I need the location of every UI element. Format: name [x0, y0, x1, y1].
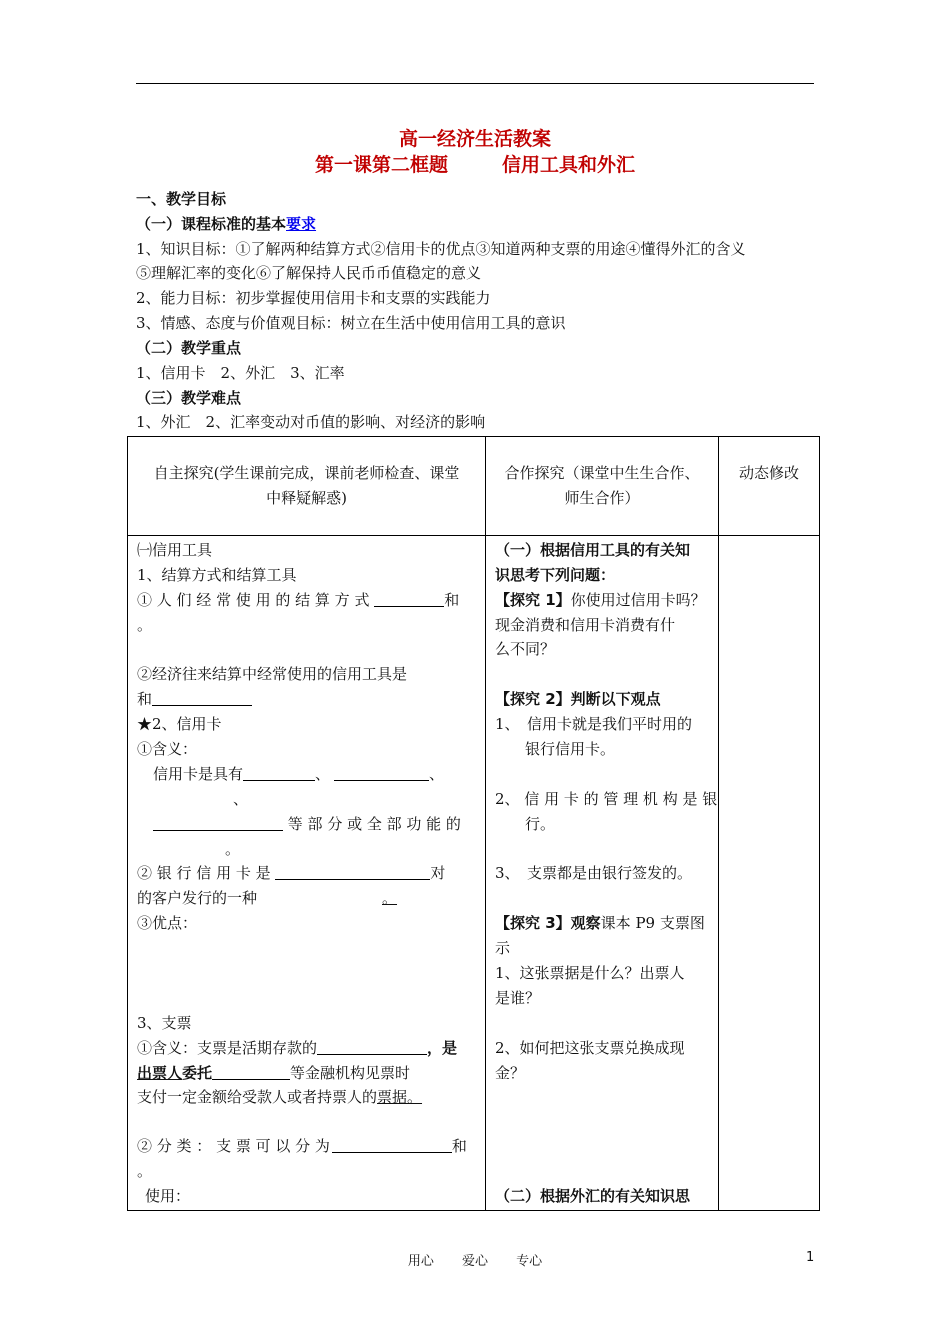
table-text-part: 信用卡是具有 [153, 765, 244, 783]
table-text-part: ①含义：支票是活期存款的 [137, 1039, 318, 1057]
table-text-part: ② 银 行 信 用 卡 是 [137, 864, 271, 882]
fill-blank [152, 691, 252, 706]
fill-blank [243, 766, 315, 781]
header-text: 动态修改 [738, 464, 799, 482]
section-heading: 一、教学目标 [136, 190, 227, 208]
table-text-part: 对 [430, 864, 446, 882]
table-text [137, 1085, 422, 1110]
fill-blank [275, 865, 430, 880]
table-text: 行。 [495, 815, 556, 833]
table-text-part: 支付一定金额给受款人或者持票人的 [137, 1088, 378, 1106]
table-text: 1、这张票据是什么？出票人 [495, 964, 685, 982]
table-text-part: 委托 [182, 1064, 213, 1082]
table-text: 。 [137, 616, 153, 634]
table-text: ★2、信用卡 [137, 715, 222, 733]
table-text [137, 1061, 410, 1086]
table-text [137, 861, 445, 886]
document-title: 高一经济生活教案 [398, 128, 551, 150]
cooperative-study-cell [486, 536, 719, 1211]
subsection-heading: （三）教学难点 [136, 389, 242, 407]
table-text: 么不同？ [495, 640, 556, 658]
table-text-part: 。 [382, 889, 398, 907]
page-number: 1 [806, 1250, 815, 1265]
header-cooperative-study [486, 437, 719, 536]
table-text-part: 、 [315, 765, 331, 783]
table-text-part: 和 [451, 1137, 467, 1155]
subsection-heading-text: （一）课程标准的基本 [136, 215, 287, 233]
header-text: 合作探究（课堂中生生合作、 [504, 464, 700, 482]
header-text: 中释疑解惑) [266, 489, 347, 507]
table-text-part: ① 人 们 经 常 使 用 的 结 算 方 式 [137, 591, 370, 609]
table-text: 3、支票 [137, 1014, 192, 1032]
table-text-part: 你使用过信用卡吗？ [570, 591, 706, 609]
table-text: 2、如何把这张支票兑换成现 [495, 1039, 685, 1057]
fill-blank [374, 592, 444, 607]
table-text-part: 出票人 [137, 1064, 183, 1082]
attitude-goal: 3、情感、态度与价值观目标：树立在生活中使用信用工具的意识 [136, 314, 566, 332]
table-text: 3、 支票都是由银行签发的。 [495, 864, 693, 882]
table-text: 识思考下列问题： [495, 566, 616, 584]
table-text [495, 911, 705, 936]
table-text-part: 、 [429, 765, 445, 783]
header-rule [136, 83, 814, 84]
table-text-part: ，是 [427, 1039, 458, 1057]
table-text: （二）根据外汇的有关知识思 [495, 1187, 691, 1205]
table-text-part: 【探究 3】观察 [495, 914, 601, 932]
table-text: ③优点： [137, 914, 198, 932]
difficulty-points: 1、外汇 2、汇率变动对币值的影响、对经济的影响 [136, 413, 486, 431]
footer-motto: 专心 [516, 1254, 543, 1269]
fill-blank [212, 1065, 290, 1080]
table-text [153, 762, 444, 787]
table-text [137, 1036, 457, 1061]
key-points: 1、信用卡 2、外汇 3、汇率 [136, 364, 345, 382]
table-text: 。 [225, 840, 241, 858]
table-text: 2、 信 用 卡 的 管 理 机 构 是 银 [495, 790, 718, 808]
subsection-heading: （二）教学重点 [136, 339, 242, 357]
table-text: 银行信用卡。 [495, 740, 616, 758]
table-text: 【探究 2】判断以下观点 [495, 690, 661, 708]
fill-blank [257, 886, 397, 911]
table-text-part: 和 [137, 690, 153, 708]
fill-blank [334, 766, 429, 781]
table-text-part: 课本 P9 支票图 [600, 914, 705, 932]
lesson-title [0, 150, 950, 177]
table-text [137, 1134, 467, 1159]
subsection-heading [136, 214, 316, 234]
table-text: 是谁？ [495, 989, 541, 1007]
table-text: ②经济往来结算中经常使用的信用工具是 [137, 665, 408, 683]
knowledge-goal-line-1: 1、知识目标：①了解两种结算方式②信用卡的优点③知道两种支票的用途④懂得外汇的含义 [136, 240, 746, 258]
requirements-link[interactable]: 要求 [286, 215, 317, 233]
table-text: 。 [137, 1162, 153, 1180]
table-text [137, 588, 459, 613]
table-text: 使用： [145, 1187, 191, 1205]
fill-blank [153, 816, 283, 831]
table-text [495, 588, 706, 613]
header-self-study [128, 437, 486, 536]
table-text-part: ② 分 类 ： 支 票 可 以 分 为 [137, 1137, 330, 1155]
table-text [153, 812, 461, 837]
ability-goal: 2、能力目标：初步掌握使用信用卡和支票的实践能力 [136, 289, 491, 307]
fill-blank [332, 1138, 452, 1153]
lesson-title-topic: 信用工具和外汇 [502, 154, 636, 176]
table-text: 1、 信用卡就是我们平时用的 [495, 715, 693, 733]
knowledge-goal-line-2: ⑤理解汇率的变化⑥了解保持人民币币值稳定的意义 [136, 264, 482, 282]
table-text [137, 687, 252, 712]
header-text: 自主探究(学生课前完成，课前老师检查、课堂 [153, 464, 460, 482]
footer-motto: 爱心 [461, 1254, 488, 1269]
table-text: 金？ [495, 1064, 526, 1082]
table-text: 现金消费和信用卡消费有什 [495, 616, 676, 634]
table-text [137, 886, 397, 911]
table-text: 1、结算方式和结算工具 [137, 566, 297, 584]
header-text: 师生合作） [564, 489, 640, 507]
footer-motto: 用心 [407, 1254, 434, 1269]
table-text: ①含义： [137, 740, 198, 758]
table-text: 、 [233, 790, 249, 808]
revision-cell [719, 536, 820, 1211]
fill-blank [317, 1040, 427, 1055]
table-text-part: 和 [444, 591, 460, 609]
table-text-part: 票据。 [377, 1088, 423, 1106]
lesson-table [127, 436, 820, 1211]
table-text-part: 等 部 分 或 全 部 功 能 的 [287, 815, 461, 833]
table-text: ㈠信用工具 [137, 541, 213, 559]
header-revision [719, 437, 820, 536]
self-study-cell [128, 536, 486, 1211]
table-text: （一）根据信用工具的有关知 [495, 541, 691, 559]
table-text: 示 [495, 939, 511, 957]
table-text-part: 【探究 1】 [495, 591, 571, 609]
table-text-part: 等金融机构见票时 [290, 1064, 411, 1082]
lesson-title-part: 第一课第二框题 [314, 154, 448, 176]
table-text-part: 的客户发行的一种 [137, 889, 258, 907]
